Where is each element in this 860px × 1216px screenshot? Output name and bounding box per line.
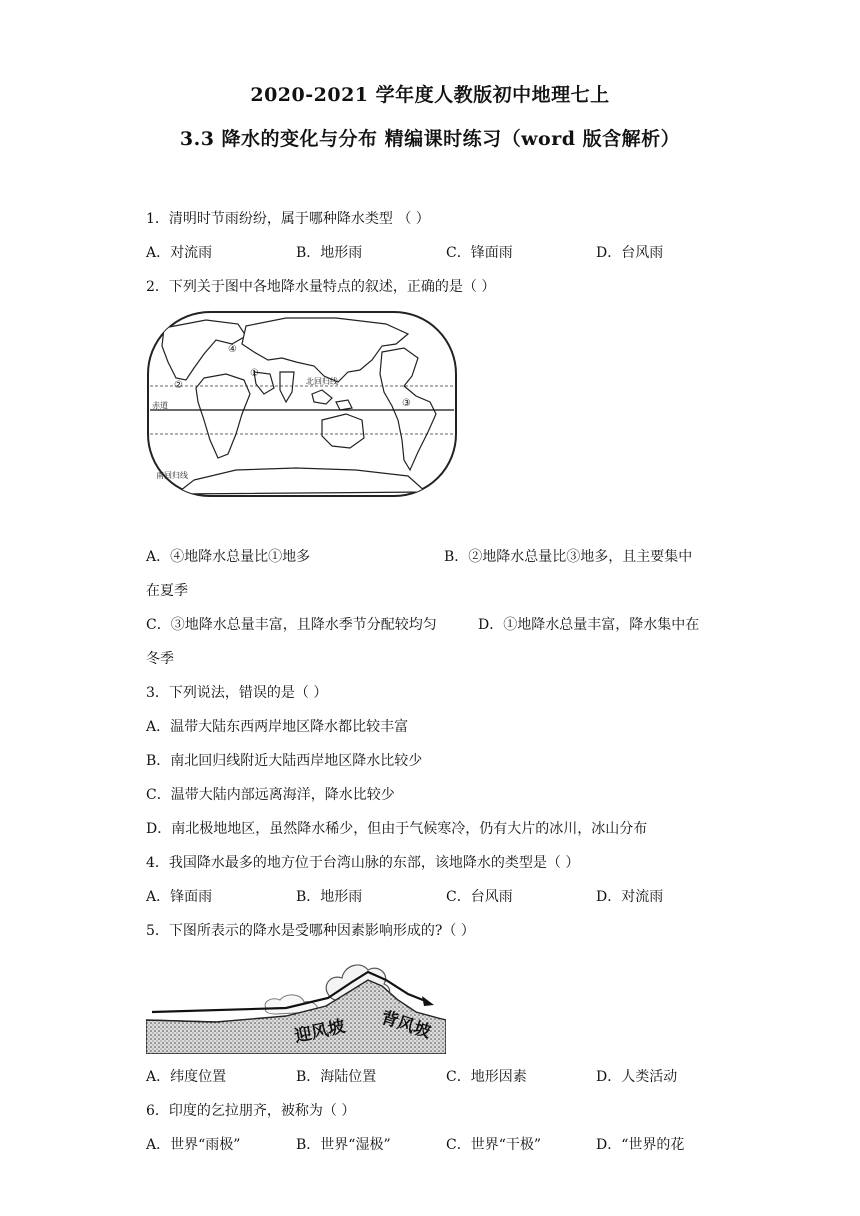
world-precipitation-map	[146, 310, 458, 498]
question-5-option-d: D．人类活动	[596, 1069, 678, 1085]
question-2-option-d: D．①地降水总量丰富，降水集中在	[478, 617, 700, 633]
question-3-option-c: C．温带大陆内部远离海洋，降水比较少	[146, 787, 395, 803]
question-4-option-a: A．锋面雨	[146, 889, 213, 905]
question-1-option-a: A．对流雨	[146, 245, 213, 261]
question-4-option-d: D．对流雨	[596, 889, 664, 905]
question-4-option-b: B．地形雨	[296, 889, 363, 905]
question-2-option-b-continued: 在夏季	[146, 583, 188, 599]
map-marker-2: ②	[174, 380, 183, 391]
question-4-stem: 4．我国降水最多的地方位于台湾山脉的东部，该地降水的类型是（ ）	[146, 855, 580, 871]
leeward-slope-label: 背风坡	[378, 1007, 434, 1043]
question-3-option-a: A．温带大陆东西两岸地区降水都比较丰富	[146, 719, 409, 735]
question-2-option-d-continued: 冬季	[146, 651, 174, 667]
map-marker-4: ④	[228, 344, 237, 355]
question-5-option-b: B．海陆位置	[296, 1069, 377, 1085]
question-3-option-d: D．南北极地地区，虽然降水稀少，但由于气候寒冷，仍有大片的冰川，冰山分布	[146, 821, 648, 837]
question-4-option-c: C．台风雨	[446, 889, 513, 905]
question-6-option-b: B．世界“湿极”	[296, 1137, 391, 1153]
question-5-option-a: A．纬度位置	[146, 1069, 227, 1085]
document-title-line-2: 3.3 降水的变化与分布 精编课时练习（word 版含解析）	[179, 128, 681, 150]
question-2-option-b: B．②地降水总量比③地多，且主要集中	[444, 549, 693, 565]
question-6-stem: 6．印度的乞拉朋齐，被称为（ ）	[146, 1103, 356, 1119]
question-1-option-d: D．台风雨	[596, 245, 664, 261]
question-6-option-c: C．世界“干极”	[446, 1137, 542, 1153]
map-label-tropic-capricorn: 南回归线	[156, 471, 188, 480]
map-label-tropic-cancer: 北回归线	[306, 377, 338, 386]
question-5-option-c: C．地形因素	[446, 1069, 527, 1085]
map-marker-3: ③	[402, 398, 411, 409]
question-6-option-a: A．世界“雨极”	[146, 1137, 241, 1153]
windward-slope-label: 迎风坡	[292, 1016, 347, 1047]
question-3-option-b: B．南北回归线附近大陆西岸地区降水比较少	[146, 753, 423, 769]
question-6-option-d: D．“世界的花	[596, 1137, 685, 1153]
question-2-stem: 2．下列关于图中各地降水量特点的叙述，正确的是（ ）	[146, 279, 496, 295]
map-marker-1: ①	[250, 368, 259, 379]
question-1-stem: 1．清明时节雨纷纷，属于哪种降水类型 （ ）	[146, 211, 430, 227]
question-1-option-b: B．地形雨	[296, 245, 363, 261]
question-5-stem: 5．下图所表示的降水是受哪种因素影响形成的?（ ）	[146, 923, 475, 939]
map-label-equator: 赤道	[152, 401, 168, 410]
document-title-line-1: 2020-2021 学年度人教版初中地理七上	[250, 84, 610, 106]
question-2-option-a: A．④地降水总量比①地多	[146, 549, 311, 565]
question-2-option-c: C．③地降水总量丰富，且降水季节分配较均匀	[146, 617, 437, 633]
orographic-rain-diagram	[146, 950, 446, 1054]
question-3-stem: 3．下列说法，错误的是（ ）	[146, 685, 328, 701]
question-1-option-c: C．锋面雨	[446, 245, 513, 261]
